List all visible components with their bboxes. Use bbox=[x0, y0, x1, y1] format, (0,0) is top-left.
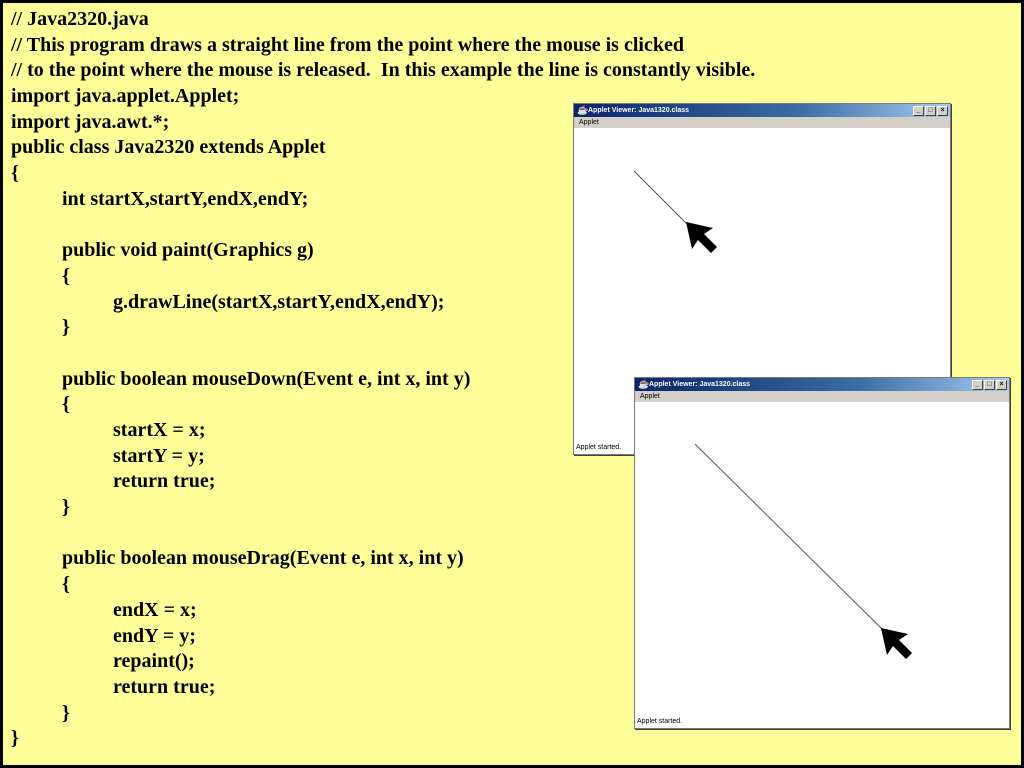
java-cup-icon: ☕ bbox=[638, 379, 650, 389]
code-line: repaint(); bbox=[113, 650, 195, 673]
status-text: Applet started. bbox=[576, 444, 622, 451]
applet-menu[interactable]: Applet bbox=[640, 393, 660, 400]
code-line: return true; bbox=[113, 675, 216, 698]
code-line: g.drawLine(startX,startY,endX,endY); bbox=[113, 290, 445, 313]
arrow-cursor-icon bbox=[881, 628, 912, 659]
maximize-button[interactable]: □ bbox=[925, 106, 936, 116]
applet-menu[interactable]: Applet bbox=[579, 119, 599, 126]
status-text: Applet started. bbox=[637, 718, 683, 725]
code-line: startX = x; bbox=[113, 419, 206, 441]
code-line: } bbox=[62, 316, 70, 339]
title-bar[interactable] bbox=[635, 378, 1009, 391]
minimize-button[interactable]: _ bbox=[972, 380, 983, 390]
drawn-line bbox=[695, 444, 884, 631]
minimize-button[interactable]: _ bbox=[913, 106, 924, 116]
code-line: import java.applet.Applet; bbox=[11, 85, 240, 108]
close-button[interactable]: × bbox=[996, 380, 1007, 390]
menu-bar bbox=[635, 391, 1009, 402]
maximize-button[interactable]: □ bbox=[984, 380, 995, 390]
code-line: return true; bbox=[113, 470, 216, 493]
close-button[interactable]: × bbox=[937, 106, 948, 116]
code-line: // Java2320.java bbox=[11, 8, 149, 30]
code-line: { bbox=[62, 573, 70, 596]
code-line: // to the point where the mouse is released. In this example the line is constantly visible. bbox=[11, 59, 756, 82]
code-line: public boolean mouseDown(Event e, int x, int y) bbox=[62, 367, 471, 390]
code-line: public boolean mouseDrag(Event e, int x, int y) bbox=[62, 547, 464, 570]
applet-window-after[interactable] bbox=[634, 377, 1010, 729]
code-line: } bbox=[11, 727, 19, 750]
arrow-cursor-icon bbox=[686, 222, 717, 253]
code-line: { bbox=[11, 162, 19, 185]
code-line: } bbox=[62, 496, 70, 519]
code-line: public void paint(Graphics g) bbox=[62, 239, 314, 262]
code-line: { bbox=[62, 393, 70, 416]
window-title: Applet Viewer: Java1320.class bbox=[588, 107, 690, 114]
drawn-line bbox=[634, 171, 694, 231]
title-bar[interactable] bbox=[574, 104, 950, 117]
code-line: int startX,startY,endX,endY; bbox=[62, 187, 309, 210]
code-line: endY = y; bbox=[113, 624, 196, 647]
code-line: import java.awt.*; bbox=[11, 110, 170, 133]
applet-canvas[interactable] bbox=[635, 402, 1009, 716]
code-line: { bbox=[62, 264, 70, 287]
code-line: endX = x; bbox=[113, 598, 197, 621]
code-line: public class Java2320 extends Applet bbox=[11, 136, 326, 159]
code-line: startY = y; bbox=[113, 444, 205, 467]
code-line: // This program draws a straight line from the point where the mouse is clicked bbox=[11, 33, 684, 56]
window-title: Applet Viewer: Java1320.class bbox=[649, 381, 751, 388]
java-cup-icon: ☕ bbox=[577, 105, 589, 115]
code-line: } bbox=[62, 701, 70, 724]
menu-bar bbox=[574, 117, 950, 128]
drawing-surface bbox=[635, 402, 1009, 716]
